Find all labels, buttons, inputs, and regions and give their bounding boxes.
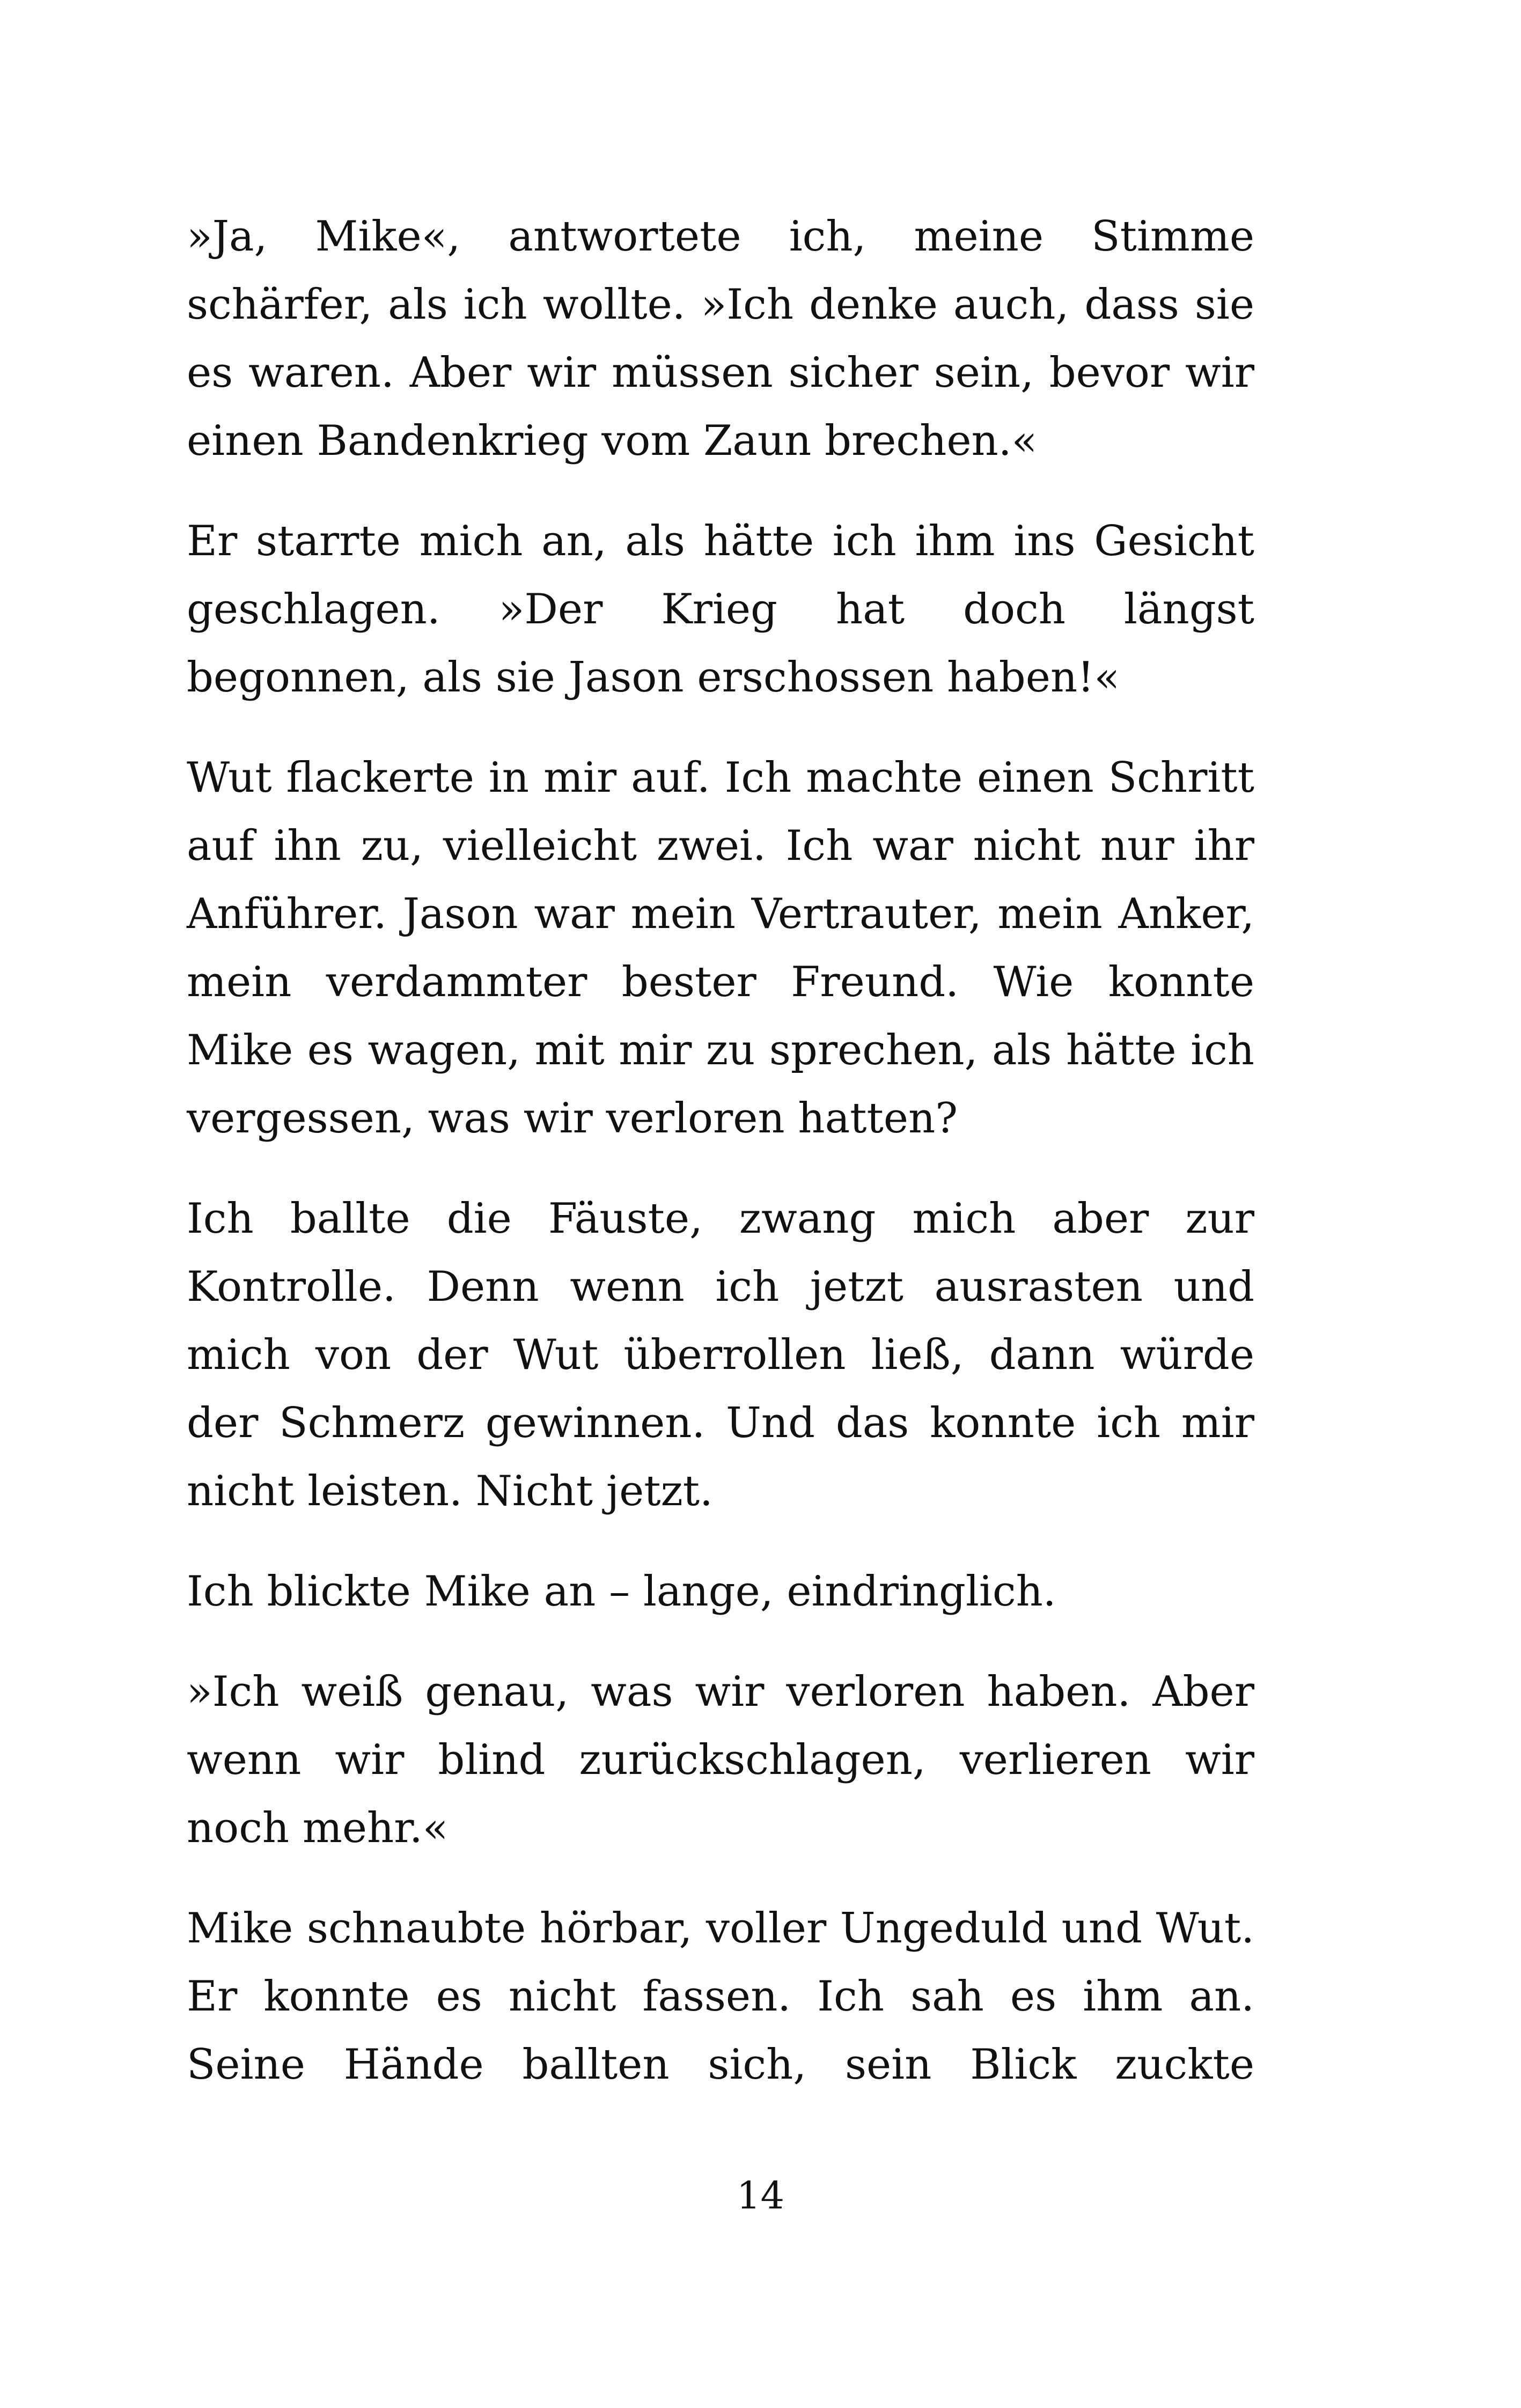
page-number: 14 (736, 2174, 785, 2218)
paragraph: Er starrte mich an, als hätte ich ihm ins Gesicht geschlagen. »Der Krieg hat doch längst begonnen, als sie Jason erschossen haben!« (187, 517, 1254, 702)
body-text (187, 203, 1254, 2131)
paragraph: Ich ballte die Fäuste, zwang mich aber zur Kontrolle. Denn wenn ich jetzt ausrasten und mich von der Wut überrollen ließ, dann würde der Schmerz gewinnen. Und das konnte ich mir nicht leisten. Nicht jetzt. (187, 1195, 1254, 1515)
paragraph: »Ich weiß genau, was wir verloren haben. Aber wenn wir blind zurückschlagen, verlieren wir noch mehr.« (187, 1668, 1254, 1852)
paragraph: Wut flackerte in mir auf. Ich machte einen Schritt auf ihn zu, vielleicht zwei. Ich war nicht nur ihr Anführer. Jason war mein Vertrauter, mein Anker, mein verdammter bester Freund. Wie konnte Mike es wagen, mit mir zu sprechen, als hätte ich vergessen, was wir verloren hatten? (187, 754, 1254, 1143)
paragraph-continued: Mike schnaubte hörbar, voller Ungeduld und Wut. Er konnte es nicht fassen. Ich sah es ihm an. Seine Hände ballten sich, sein Blick zuckte (187, 1904, 1254, 2089)
paragraph: Ich blickte Mike an – lange, eindringlich. (187, 1567, 1056, 1616)
paragraph: »Ja, Mike«, antwortete ich, meine Stimme schärfer, als ich wollte. »Ich denke auch, dass sie es waren. Aber wir müssen sicher sein, bevor wir einen Bandenkrieg vom Zaun brechen.« (187, 212, 1254, 465)
